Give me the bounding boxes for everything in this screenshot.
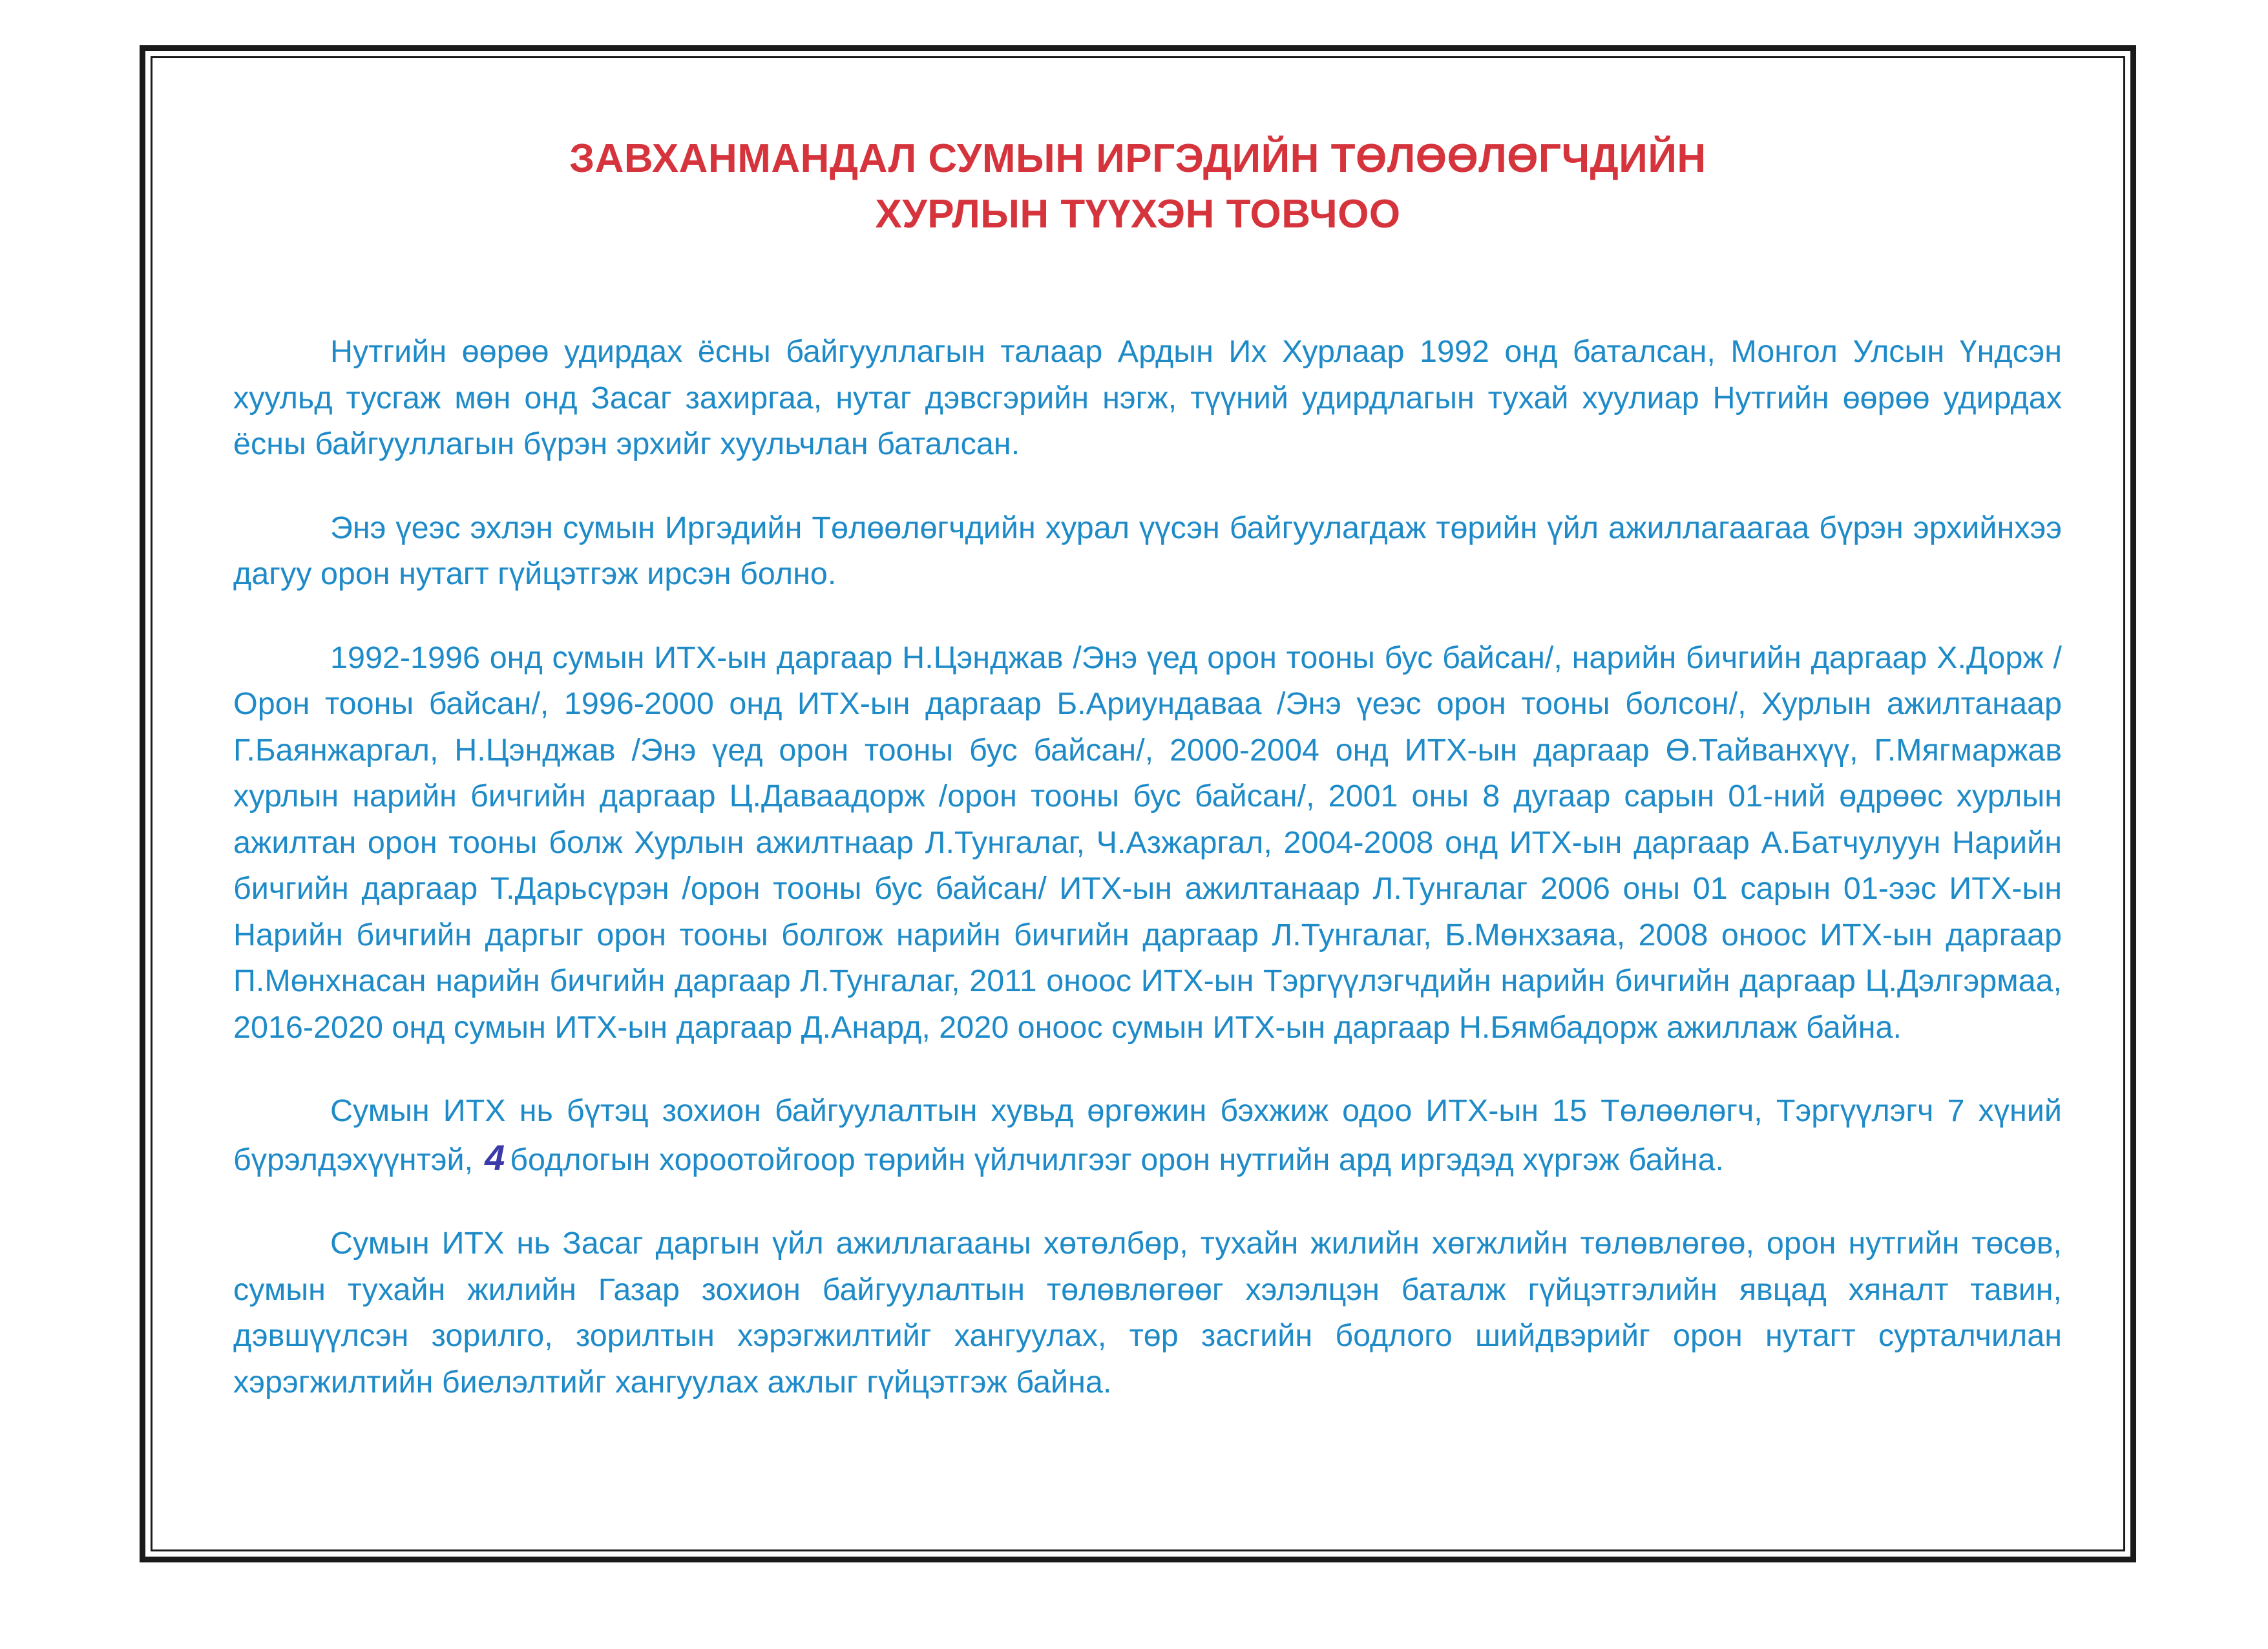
- document-frame: [140, 45, 2136, 1562]
- paragraph-4-text-before: Сумын ИТХ нь бүтэц зохион байгуулалтын хувьд өргөжин бэхжиж одоо ИТХ-ын 15 Төлөөлөгч, Тэргүүлэгч 7 хүний бүрэлдэхүүнтэй,: [233, 1093, 2062, 1177]
- title-line-1: ЗАВХАНМАНДАЛ СУМЫН ИРГЭДИЙН ТӨЛӨӨЛӨГЧДИЙН: [569, 136, 1706, 181]
- title-line-2: ХУРЛЫН ТҮҮХЭН ТОВЧОО: [875, 192, 1401, 236]
- document-title: [145, 131, 2130, 242]
- paragraph-2: Энэ үеэс эхлэн сумын Иргэдийн Төлөөлөгчдийн хурал үүсэн байгуулагдаж төрийн үйл ажиллагаагаа бүрэн эрхийнхээ дагуу орон нутагт гүйцэтгэж ирсэн болно.: [233, 510, 2062, 591]
- paragraph-1: Нутгийн өөрөө удирдах ёсны байгууллагын талаар Ардын Их Хурлаар 1992 онд баталсан, Монгол Улсын Үндсэн хуульд тусгаж мөн онд Засаг захиргаа, нутаг дэвсгэрийн нэгж, түүний удирдлагын тухай хуулиар Нутгийн өөрөө удирдах ёсны байгууллагын бүрэн эрхийг хуульчлан баталсан.: [233, 334, 2062, 461]
- paragraph-4-text-after: бодлогын хороотойгоор төрийн үйлчилгээг орон нутгийн ард иргэдэд хүргэж байна.: [510, 1142, 1725, 1177]
- paragraph-3: 1992-1996 онд сумын ИТХ-ын даргаар Н.Цэнджав /Энэ үед орон тооны бус байсан/, нарийн бичгийн даргаар Х.Дорж /Орон тооны байсан/, 1996-2000 онд ИТХ-ын даргаар Б.Ариундаваа /Энэ үеэс орон тооны болсон/, Хурлын ажилтанаар Г.Баянжаргал, Н.Цэнджав /Энэ үед орон тооны бус байсан/, 2000-2004 онд ИТХ-ын даргаар Ө.Тайванхүү, Г.Мягмаржав хурлын нарийн бичгийн даргаар Ц.Даваадорж /орон тооны бус байсан/, 2001 оны 8 дугаар сарын 01-ний өдрөөс хурлын ажилтан орон тооны болж Хурлын ажилтнаар Л.Тунгалаг, Ч.Азжаргал, 2004-2008 онд ИТХ-ын даргаар А.Батчулуун Нарийн бичгийн даргаар Т.Дарьсүрэн /орон тооны бус байсан/ ИТХ-ын ажилтанаар Л.Тунгалаг 2006 оны 01 сарын 01-ээс ИТХ-ын Нарийн бичгийн даргыг орон тооны болгож нарийн бичгийн даргаар Л.Тунгалаг, Б.Мөнхзаяа, 2008 оноос ИТХ-ын даргаар П.Мөнхнасан нарийн бичгийн даргаар Л.Тунгалаг, 2011 оноос ИТХ-ын Тэргүүлэгчдийн нарийн бичгийн даргаар Ц.Дэлгэрмаа, 2016-2020 онд сумын ИТХ-ын даргаар Д.Анард, 2020 оноос сумын ИТХ-ын даргаар Н.Бямбадорж ажиллаж байна.: [233, 640, 2062, 1045]
- handwritten-committee-count: 4: [485, 1137, 505, 1178]
- paragraph-4: [233, 1088, 2062, 1183]
- paragraph-5: Сумын ИТХ нь Засаг даргын үйл ажиллагааны хөтөлбөр, тухайн жилийн хөгжлийн төлөвлөгөө, орон нутгийн төсөв, сумын тухайн жилийн Газар зохион байгуулалтын төлөвлөгөөг хэлэлцэн баталж гүйцэтгэлийн явцад хяналт тавин, дэвшүүлсэн зорилго, зорилтын хэрэгжилтийг хангуулах, төр засгийн бодлого шийдвэрийг орон нутагт сурталчилан хэрэгжилтийн биелэлтийг хангуулах ажлыг гүйцэтгэж байна.: [233, 1226, 2062, 1400]
- document-body: [233, 329, 2062, 1443]
